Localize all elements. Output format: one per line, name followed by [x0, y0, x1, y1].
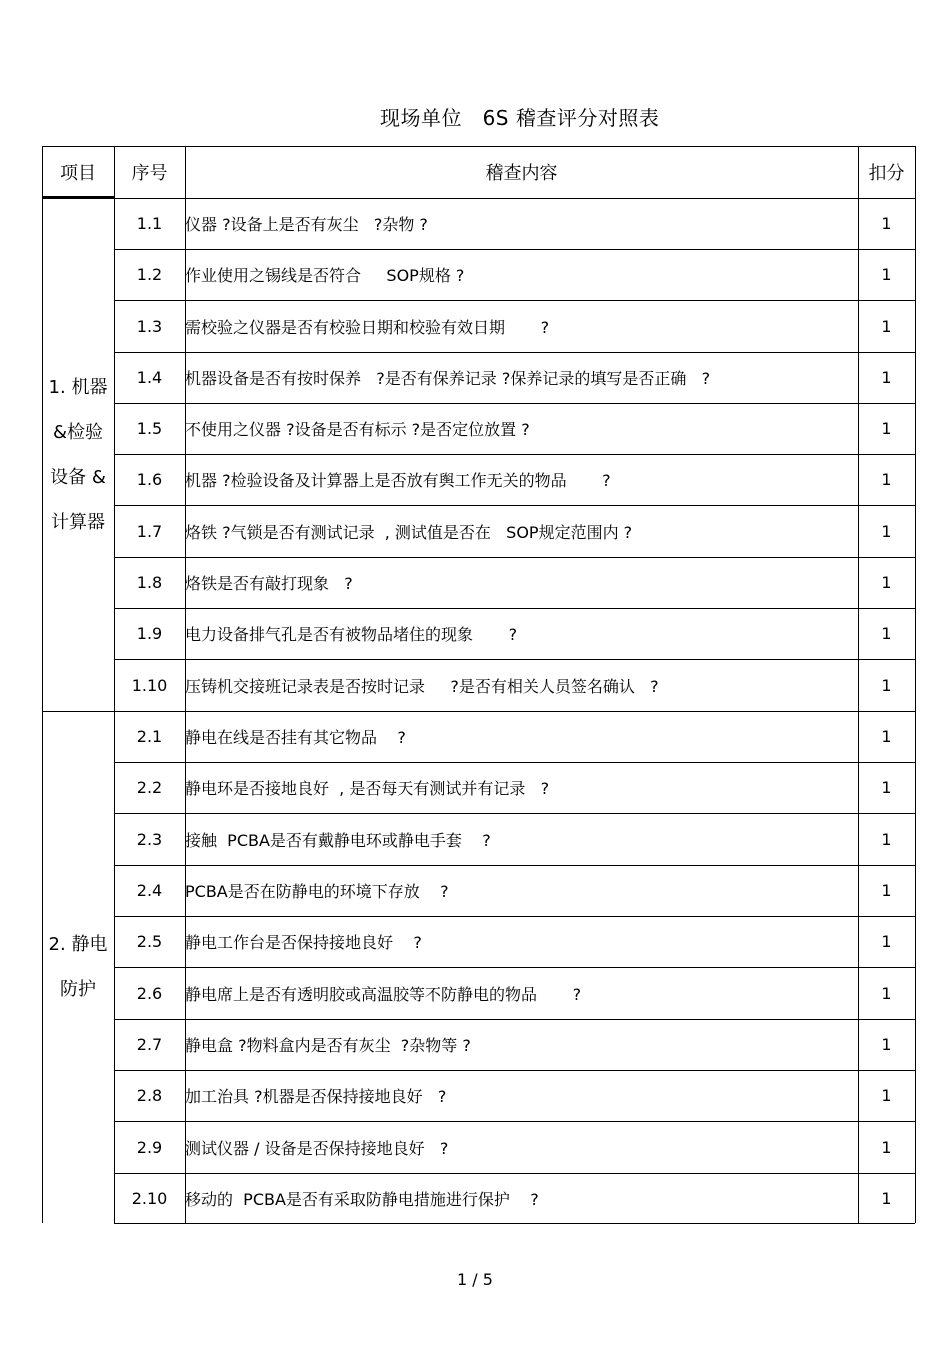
table-rule [114, 1223, 915, 1224]
row-score: 1 [881, 932, 892, 951]
row-content: 静电在线是否挂有其它物品 ? [185, 728, 406, 747]
row-score: 1 [881, 573, 892, 592]
header-item: 项目 [60, 163, 96, 184]
header-seq: 序号 [131, 163, 168, 184]
row-content: 机器设备是否有按时保养 ?是否有保养记录 ?保养记录的填写是否正确 ? [185, 369, 711, 388]
page-number: 1 / 5 [457, 1270, 493, 1289]
row-content: 静电环是否接地良好 , 是否每天有测试并有记录 ? [185, 779, 550, 798]
row-content: PCBA是否在防静电的环境下存放 ? [185, 882, 449, 901]
row-score: 1 [881, 624, 892, 643]
row-score: 1 [881, 470, 892, 489]
row-seq: 2.10 [131, 1188, 168, 1208]
row-seq: 1.3 [136, 316, 163, 336]
category-label: 2. 静电 防护 [48, 934, 108, 1000]
row-content: 仪器 ?设备上是否有灰尘 ?杂物 ? [185, 215, 428, 234]
row-seq: 1.1 [136, 214, 163, 233]
row-content: 加工治具 ?机器是否保持接地良好 ? [185, 1087, 447, 1106]
row-score: 1 [881, 829, 892, 849]
row-seq: 1.8 [136, 573, 163, 592]
row-seq: 1.9 [136, 624, 163, 643]
row-score: 1 [881, 727, 892, 746]
row-seq: 2.6 [136, 983, 163, 1003]
row-score: 1 [881, 675, 892, 695]
row-content: 移动的 PCBA是否有采取防静电措施进行保护 ? [185, 1189, 539, 1209]
row-seq: 1.5 [136, 419, 163, 438]
row-content: 静电盒 ?物料盒内是否有灰尘 ?杂物等 ? [185, 1036, 471, 1055]
row-content: 压铸机交接班记录表是否按时记录 ?是否有相关人员签名确认 ? [185, 676, 659, 696]
row-seq: 1.2 [136, 265, 163, 284]
row-content: 静电工作台是否保持接地良好 ? [185, 933, 422, 952]
row-seq: 2.7 [136, 1035, 163, 1054]
row-score: 1 [881, 778, 892, 797]
row-score: 1 [881, 521, 892, 541]
row-seq: 1.7 [136, 521, 163, 541]
table-rule [915, 146, 916, 1223]
row-seq: 2.2 [136, 778, 163, 797]
row-score: 1 [881, 316, 892, 336]
row-content: 电力设备排气孔是否有被物品堵住的现象 ? [185, 625, 518, 644]
row-content: 静电席上是否有透明胶或高温胶等不防静电的物品 ? [185, 984, 582, 1004]
row-content: 不使用之仪器 ?设备是否有标示 ?是否定位放置 ? [185, 420, 530, 439]
table-rule [42, 711, 114, 712]
row-seq: 2.4 [136, 881, 163, 900]
row-content: 烙铁是否有敲打现象 ? [185, 574, 353, 593]
header-score: 扣分 [868, 163, 905, 184]
row-content: 作业使用之锡线是否符合 SOP规格 ? [185, 266, 465, 285]
row-score: 1 [881, 368, 892, 387]
row-seq: 1.6 [136, 470, 163, 489]
row-score: 1 [881, 881, 892, 900]
category-label: 1. 机器 &检验 设备 & 计算器 [48, 377, 108, 533]
row-score: 1 [881, 1137, 892, 1157]
row-score: 1 [881, 265, 892, 284]
row-seq: 1.4 [136, 368, 163, 387]
row-content: 接触 PCBA是否有戴静电环或静电手套 ? [185, 830, 491, 850]
row-seq: 2.9 [136, 1137, 163, 1157]
row-seq: 1.10 [131, 675, 168, 695]
row-content: 测试仪器 / 设备是否保持接地良好 ? [185, 1138, 449, 1158]
header-content: 稽查内容 [485, 163, 558, 184]
row-score: 1 [881, 1035, 892, 1054]
row-score: 1 [881, 1086, 892, 1105]
row-content: 烙铁 ?气锁是否有测试记录 , 测试值是否在 SOP规定范围内 ? [185, 522, 633, 542]
row-score: 1 [881, 1188, 892, 1208]
row-seq: 2.1 [136, 727, 163, 746]
row-score: 1 [881, 419, 892, 438]
row-score: 1 [881, 214, 892, 233]
row-score: 1 [881, 983, 892, 1003]
row-seq: 2.5 [136, 932, 163, 951]
table-rule [42, 146, 43, 1223]
row-seq: 2.3 [136, 829, 163, 849]
page-title: 现场单位 6S 稽查评分对照表 [380, 106, 660, 130]
row-content: 需校验之仪器是否有校验日期和校验有效日期 ? [185, 317, 550, 337]
row-content: 机器 ?检验设备及计算器上是否放有舆工作无关的物品 ? [185, 471, 611, 490]
row-seq: 2.8 [136, 1086, 163, 1105]
